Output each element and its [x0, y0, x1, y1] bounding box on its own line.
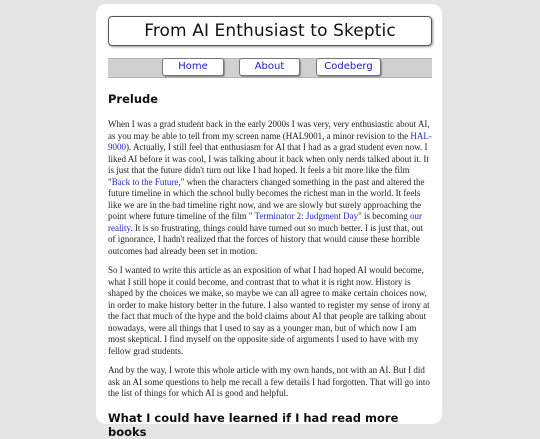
nav-codeberg-button[interactable]: Codeberg [316, 58, 381, 76]
terminator-2-link[interactable]: Terminator 2: Judgment Day [254, 211, 359, 221]
back-to-the-future-link[interactable]: Back to the Future [111, 176, 179, 187]
our-reality-link[interactable]: our reality [108, 211, 423, 233]
nav-bar [108, 58, 432, 78]
page-card [96, 4, 442, 439]
paragraph-1 [108, 119, 432, 257]
paragraph-text: " is becoming [358, 211, 411, 221]
paragraph-text: ," when the characters changed something in the past and altered the future timeline in which the school bully becomes the richest man in the world. It feels like we are in the bad timeline right now, and we are slowly but surely approaching the point where future timeline of the film " [108, 176, 425, 221]
page-title: From AI Enthusiast to Skeptic [108, 16, 432, 46]
paragraph-3: And by the way, I wrote this whole article with my own hands, not with an AI. But I did ask an AI some questions to help me recall a few details I had forgotten. That will go into the list of things for which AI is good and helpful. [108, 365, 430, 398]
nav-home-button[interactable]: Home [162, 58, 224, 76]
hal-9000-link[interactable]: HAL-9000 [108, 130, 432, 152]
paragraph-text: When I was a grad student back in the early 2000s I was very, very enthusiastic about AI, as you may be able to tell from my screen name (HAL9001, a minor revision to the [108, 119, 430, 141]
paragraph-text: ). Actually, I still feel that enthusiasm for AI that I had as a grad student even now. I liked AI before it was cool, I was talking about it back when only nerds talked about it. It is just that the future didn't turn out like I had hoped. It feels a bit more like the film " [108, 142, 429, 187]
paragraph-text: . It is so frustrating, things could have turned out so much better. I is just that, out of ignorance, I hadn't realized that the forces of history that would cause these horrible outcomes had already been set in motion. [108, 222, 424, 256]
nav-about-button[interactable]: About [239, 58, 300, 76]
section-heading-learned: What I could have learned if I had read more books [108, 410, 399, 439]
paragraph-2: So I wanted to write this article as an exposition of what I had hoped AI would become, what I still hope it could become, and contrast that to what it is right now. History is shaped by the choices we make, so maybe we can all agree to make certain choices now, in order to make history better in the future. I also wanted to register my sense of irony at the fact that much of the hype and the bold claims about AI that people are talking about nowadays, were all things that I used to say as a younger man, but of which now I am most skeptical. I find myself on the opposite side of arguments I used to have with my fellow grad students. [108, 265, 430, 356]
section-heading-prelude: Prelude [108, 92, 159, 106]
